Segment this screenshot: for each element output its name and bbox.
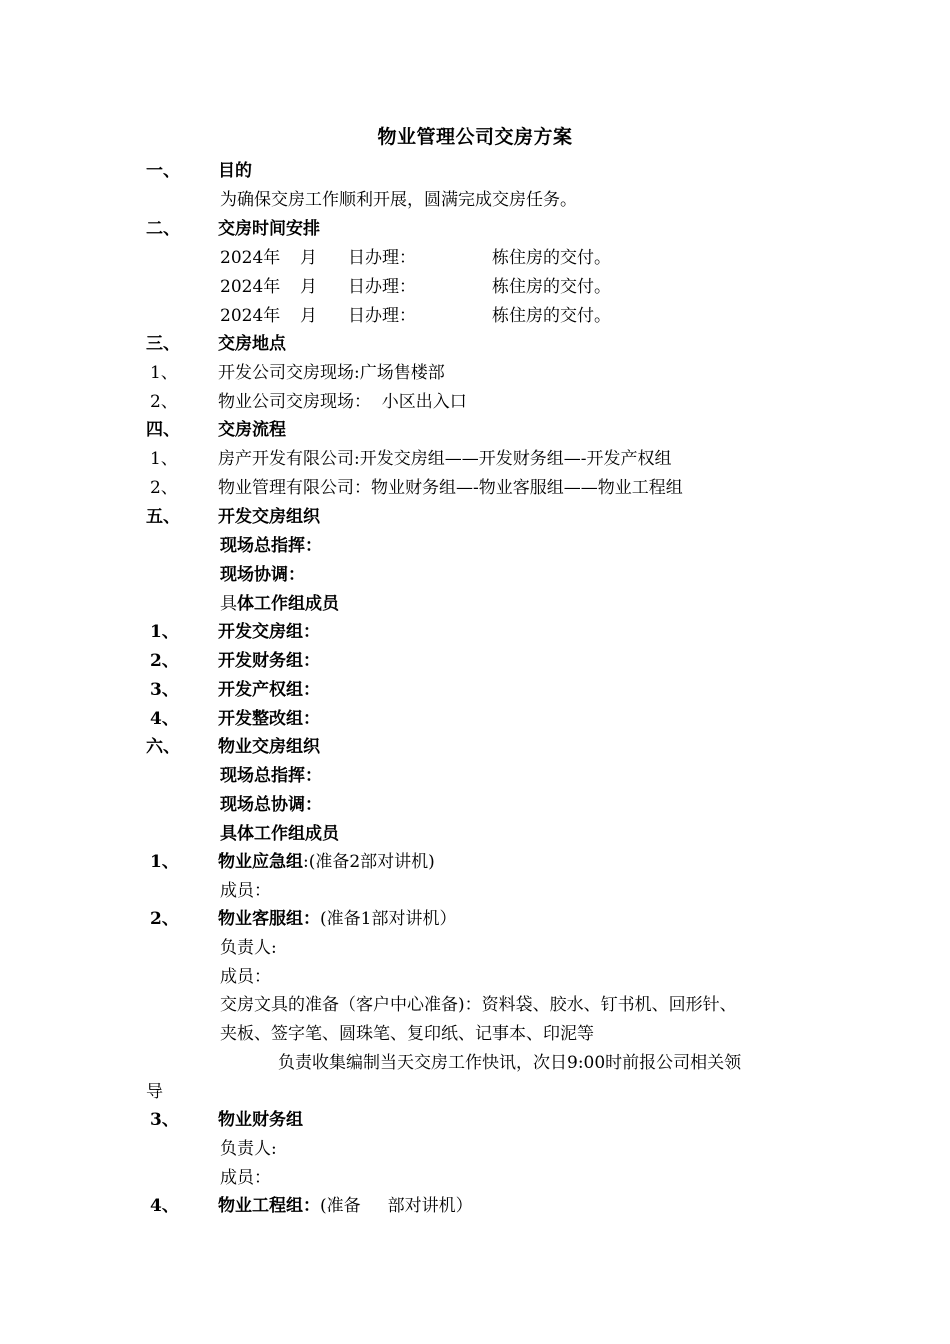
schedule-row-1-month: 月 <box>300 248 317 268</box>
pm-group-3-number: 3、 <box>150 1110 179 1130</box>
section-6-heading: 物业交房组织 <box>218 737 320 757</box>
schedule-row-1-day: 日办理： <box>348 248 416 268</box>
schedule-row-3-month: 月 <box>300 306 317 326</box>
pm-group-2-report-line-1: 负责收集编制当天交房工作快讯，次日9:00时前报公司相关领 <box>278 1053 742 1073</box>
schedule-row-2-month: 月 <box>300 277 317 297</box>
schedule-row-2-tail: 栋住房的交付。 <box>492 277 611 297</box>
pm-group-2-member: 成员： <box>220 967 271 987</box>
pm-group-2-supplies-line-2: 夹板、签字笔、圆珠笔、复印纸、记事本、印泥等 <box>220 1024 594 1044</box>
process-item-1-text: 房产开发有限公司:开发交房组——开发财务组—-开发产权组 <box>218 449 672 469</box>
schedule-row-1-year: 2024年 <box>220 248 281 268</box>
pm-group-4-heading: 物业工程组： <box>218 1196 320 1216</box>
section-2-heading: 交房时间安排 <box>218 219 320 239</box>
dev-group-4-label: 开发整改组： <box>218 709 320 729</box>
dev-group-2-label: 开发财务组： <box>218 651 320 671</box>
pm-group-4-note: (准备 部对讲机） <box>320 1196 473 1216</box>
location-item-2-text: 物业公司交房现场： 小区出入口 <box>218 392 467 412</box>
pm-group-4-number: 4、 <box>150 1196 179 1216</box>
section-1-number: 一、 <box>146 161 180 181</box>
pm-group-2-supplies-line-1: 交房文具的准备（客户中心准备)：资料袋、胶水、钉书机、回形针、 <box>220 995 737 1015</box>
process-item-2-number: 2、 <box>150 478 178 498</box>
location-item-1-text: 开发公司交房现场:广场售楼部 <box>218 363 445 383</box>
section-3-heading: 交房地点 <box>218 334 286 354</box>
section-2-number: 二、 <box>146 219 180 239</box>
dev-group-2-number: 2、 <box>150 651 179 671</box>
pm-group-3-heading: 物业财务组 <box>218 1110 303 1130</box>
pm-commander-label: 现场总指挥： <box>220 766 322 786</box>
dev-members-prefix: 具 <box>220 594 237 614</box>
document-title: 物业管理公司交房方案 <box>377 126 573 148</box>
pm-group-2-report-line-2: 导 <box>146 1082 163 1102</box>
process-item-2-text: 物业管理有限公司：物业财务组—-物业客服组——物业工程组 <box>218 478 683 498</box>
section-3-number: 三、 <box>146 334 180 354</box>
section-5-number: 五、 <box>146 507 180 527</box>
pm-group-2-leader: 负责人: <box>220 938 277 958</box>
pm-group-1-member: 成员： <box>220 881 271 901</box>
dev-commander-label: 现场总指挥： <box>220 536 322 556</box>
dev-group-3-label: 开发产权组： <box>218 680 320 700</box>
dev-group-3-number: 3、 <box>150 680 179 700</box>
section-1-heading: 目的 <box>218 161 252 181</box>
pm-group-3-leader: 负责人: <box>220 1139 277 1159</box>
dev-group-1-label: 开发交房组： <box>218 622 320 642</box>
schedule-row-3-year: 2024年 <box>220 306 281 326</box>
section-4-heading: 交房流程 <box>218 420 286 440</box>
section-5-heading: 开发交房组织 <box>218 507 320 527</box>
process-item-1-number: 1、 <box>150 449 178 469</box>
location-item-2-number: 2、 <box>150 392 178 412</box>
schedule-row-3-day: 日办理： <box>348 306 416 326</box>
section-4-number: 四、 <box>146 420 180 440</box>
pm-group-1-heading: 物业应急组 <box>218 852 303 872</box>
schedule-row-3-tail: 栋住房的交付。 <box>492 306 611 326</box>
pm-group-4-line <box>218 1191 473 1216</box>
schedule-row-2-year: 2024年 <box>220 277 281 297</box>
location-item-1-number: 1、 <box>150 363 178 383</box>
pm-group-2-line <box>218 904 456 929</box>
schedule-row-1-tail: 栋住房的交付。 <box>492 248 611 268</box>
pm-coordinator-label: 现场总协调： <box>220 795 322 815</box>
schedule-row-2-day: 日办理： <box>348 277 416 297</box>
pm-group-1-note: :(准备2部对讲机) <box>303 852 435 872</box>
pm-group-2-note: (准备1部对讲机） <box>320 909 457 929</box>
section-1-body: 为确保交房工作顺利开展，圆满完成交房任务。 <box>220 190 577 210</box>
section-6-number: 六、 <box>146 737 180 757</box>
pm-group-1-number: 1、 <box>150 852 179 872</box>
dev-group-1-number: 1、 <box>150 622 179 642</box>
dev-members-heading <box>220 589 339 614</box>
dev-coordinator-label: 现场协调： <box>220 565 305 585</box>
dev-group-4-number: 4、 <box>150 709 179 729</box>
pm-group-2-heading: 物业客服组： <box>218 909 320 929</box>
pm-members-heading: 具体工作组成员 <box>220 824 339 844</box>
dev-members-rest: 体工作组成员 <box>237 594 339 614</box>
pm-group-3-member: 成员： <box>220 1168 271 1188</box>
pm-group-2-number: 2、 <box>150 909 179 929</box>
pm-group-1-line <box>218 847 435 872</box>
